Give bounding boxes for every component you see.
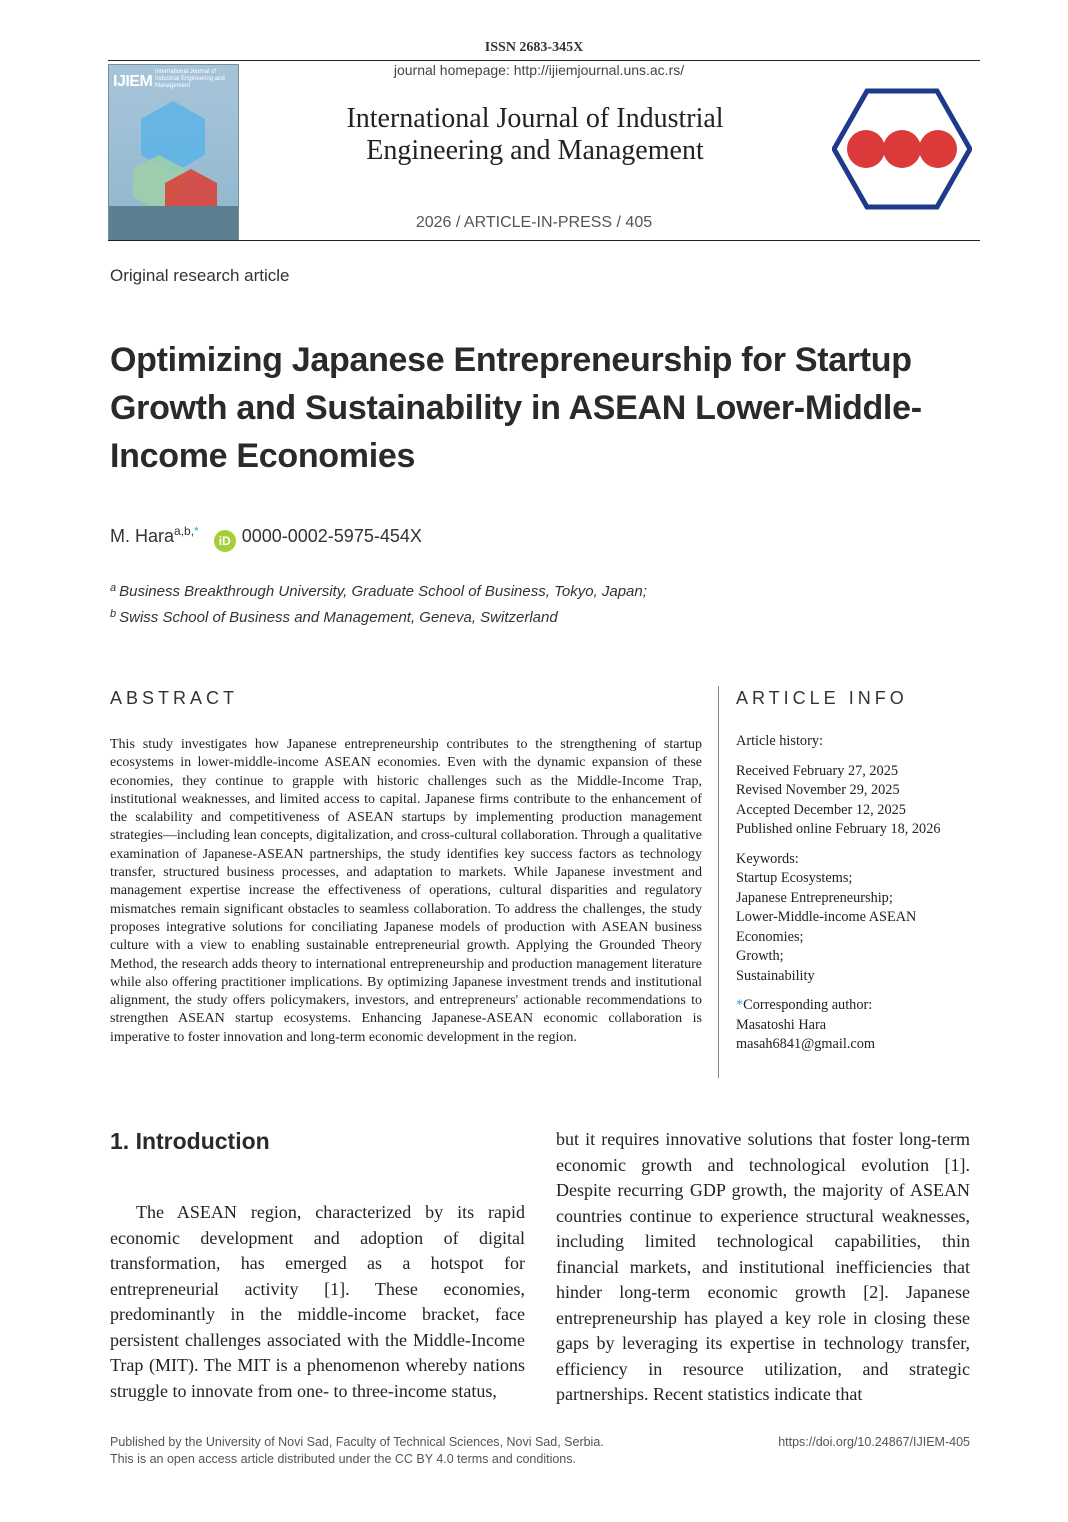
author-name: M. Hara (110, 526, 175, 546)
accepted-date: Accepted December 12, 2025 (736, 801, 906, 818)
volume-line: 2026 / ARTICLE-IN-PRESS / 405 (415, 214, 653, 231)
header-rule-bottom (108, 240, 980, 241)
journal-logo-icon (832, 88, 972, 210)
footer-publisher: Published by the University of Novi Sad, Faculty of Technical Sciences, Novi Sad, Serbia. (110, 1435, 604, 1449)
header-rule-top (108, 60, 980, 61)
author-line (110, 524, 422, 552)
journal-title (280, 103, 790, 167)
corresponding-author-name: Masatoshi Hara (736, 1016, 827, 1033)
keyword: Growth; (736, 948, 784, 964)
corresponding-author-email[interactable]: masah6841@gmail.com (736, 1036, 876, 1052)
orcid-icon[interactable]: iD (214, 530, 236, 552)
keywords-label: Keywords: (736, 850, 799, 867)
body-text-left-column: The ASEAN region, characterized by its rapid economic development and adoption of digital transformation, has emerged as a hotspot for entrepreneurial activity [1]. These economies, predominantly in the middle-income bracket, face persistent challenges associated with the Middle-Income Trap (MIT). The MIT is a phenomenon whereby nations struggle to innovate from one- to three-income status, (110, 1202, 525, 1401)
cover-subtitle: International Journal of Industrial Engineering and Management (155, 69, 225, 89)
affiliation-text: Swiss School of Business and Management, Geneva, Switzerland (119, 609, 558, 626)
column-divider (718, 686, 719, 1078)
keyword: Japanese Entrepreneurship; (736, 889, 893, 906)
affiliation-b (110, 608, 558, 626)
article-type: Original research article (110, 266, 290, 285)
published-date: Published online February 18, 2026 (736, 821, 941, 837)
article-title: Optimizing Japanese Entrepreneurship for Startup Growth and Sustainability in ASEAN Lower-Middle-Income Economies (110, 341, 922, 475)
journal-homepage[interactable]: journal homepage: http://ijiemjournal.uns.ac.rs/ (393, 62, 685, 78)
introduction-heading: 1. Introduction (110, 1128, 270, 1154)
corresponding-author-label: *Corresponding author: (736, 997, 873, 1013)
body-text-right-column: but it requires innovative solutions that foster long-term economic growth and technological evolution [1]. Despite recurring GDP growth, the majority of ASEAN countries continue to experience structural weaknesses, including limited technological capabilities, thin financial markets, and institutional inefficiencies that hinder long-term economic growth [2]. Japanese entrepreneurship has played a key role in closing these gaps by leveraging its expertise in technology transfer, efficiency in resource utilization, and strategic partnerships. Recent statistics indicate that (556, 1129, 970, 1404)
doi-link[interactable]: https://doi.org/10.24867/IJIEM-405 (778, 1435, 970, 1449)
keyword: Lower-Middle-income ASEAN Economies; (736, 909, 917, 945)
abstract-text: This study investigates how Japanese entrepreneurship contributes to the strengthening of startup ecosystems in lower-middle-income ASEAN economies. Even with the dynamic expansion of these economies, they continue to grapple with historic challenges such as the Middle-Income Trap, institutional weaknesses, and limited access to capital. Japanese firms contribute to the enhancement of the scalability and competitiveness of ASEAN startups by implementing production management strategies—including lean concepts, digitalization, and cross-cultural collaboration. Through a qualitative examination of Japanese-ASEAN partnerships, the study identifies key success factors as technology transfer, structured business processes, and adaptation to markets. While Japanese investment and management expertise increase the effectiveness of operations, cultural disparities and regulatory mismatches remain significant obstacles to seamless collaboration. To address the challenges, the study proposes integrative solutions for conciliating Japanese models of production with ASEAN business culture with a view to enabling sustainable entrepreneurial growth. Applying the Grounded Theory Method, the research adds theory to international entrepreneurship and production management literature while also offering practitioner implications. By optimizing Japanese investment trends and institutional alignment, the study offers policymakers, investors, and entrepreneurs' actionable recommendations to strengthen ASEAN startup ecosystems. Enhancing Japanese-ASEAN economic collaboration is imperative to foster innovation and long-term economic development in the region. (110, 737, 702, 1045)
author-affiliation-marks: a,b, (174, 524, 195, 538)
journal-title-line-2: Engineering and Management (366, 135, 704, 166)
affiliation-mark: b (110, 608, 117, 620)
orcid-id[interactable]: 0000-0002-5975-454X (241, 526, 422, 546)
article-info (736, 732, 980, 1055)
article-info-heading: ARTICLE INFO (736, 688, 908, 708)
revised-date: Revised November 29, 2025 (736, 782, 900, 798)
corresponding-star: * (736, 997, 744, 1013)
affiliation-mark: a (110, 582, 117, 594)
received-date: Received February 27, 2025 (736, 762, 898, 779)
keyword: Sustainability (736, 967, 815, 984)
affiliation-text: Business Breakthrough University, Graduate School of Business, Tokyo, Japan; (119, 583, 647, 600)
cover-brand: IJIEM (113, 73, 153, 90)
journal-title-line-1: International Journal of Industrial (346, 103, 724, 134)
history-label: Article history: (736, 733, 823, 749)
footer-license: This is an open access article distributed under the CC BY 4.0 terms and conditions. (110, 1452, 576, 1466)
affiliation-a (110, 582, 647, 600)
abstract-heading: ABSTRACT (110, 688, 239, 708)
issn: ISSN 2683-345X (484, 40, 584, 55)
corresponding-star[interactable]: * (194, 524, 199, 538)
keyword: Startup Ecosystems; (736, 870, 853, 886)
